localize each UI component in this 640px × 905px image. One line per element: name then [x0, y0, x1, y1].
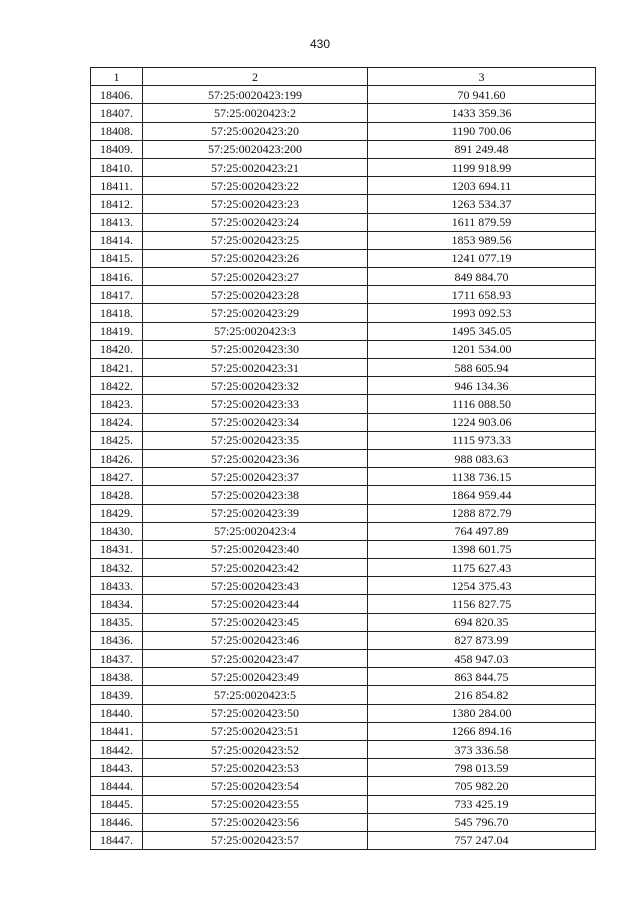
row-number-cell: 18441. [91, 722, 143, 740]
row-number-cell: 18407. [91, 104, 143, 122]
cadastral-number-cell: 57:25:0020423:53 [143, 759, 368, 777]
value-cell: 1266 894.16 [368, 722, 596, 740]
table-row [91, 813, 596, 831]
page-number: 430 [309, 37, 331, 51]
cadastral-number-cell: 57:25:0020423:50 [143, 704, 368, 722]
row-number-cell: 18433. [91, 577, 143, 595]
table-row [91, 777, 596, 795]
value-cell: 1254 375.43 [368, 577, 596, 595]
cadastral-number-cell: 57:25:0020423:35 [143, 431, 368, 449]
cadastral-number-cell: 57:25:0020423:4 [143, 522, 368, 540]
table-header [91, 68, 596, 86]
row-number-cell: 18416. [91, 268, 143, 286]
cadastral-number-cell: 57:25:0020423:40 [143, 540, 368, 558]
cadastral-number-cell: 57:25:0020423:34 [143, 413, 368, 431]
table-row [91, 286, 596, 304]
cadastral-number-cell: 57:25:0020423:3 [143, 322, 368, 340]
cadastral-number-cell: 57:25:0020423:43 [143, 577, 368, 595]
value-cell: 1224 903.06 [368, 413, 596, 431]
row-number-cell: 18439. [91, 686, 143, 704]
row-number-cell: 18442. [91, 740, 143, 758]
cadastral-number-cell: 57:25:0020423:37 [143, 468, 368, 486]
value-cell: 1853 989.56 [368, 231, 596, 249]
row-number-cell: 18424. [91, 413, 143, 431]
table-row [91, 431, 596, 449]
value-cell: 1993 092.53 [368, 304, 596, 322]
value-cell: 694 820.35 [368, 613, 596, 631]
table-row [91, 759, 596, 777]
cadastral-number-cell: 57:25:0020423:23 [143, 195, 368, 213]
table-row [91, 86, 596, 104]
value-cell: 946 134.36 [368, 377, 596, 395]
row-number-cell: 18423. [91, 395, 143, 413]
cadastral-number-cell: 57:25:0020423:25 [143, 231, 368, 249]
row-number-cell: 18443. [91, 759, 143, 777]
value-cell: 1156 827.75 [368, 595, 596, 613]
row-number-cell: 18428. [91, 486, 143, 504]
value-cell: 988 083.63 [368, 449, 596, 467]
row-number-cell: 18422. [91, 377, 143, 395]
cadastral-number-cell: 57:25:0020423:54 [143, 777, 368, 795]
value-cell: 705 982.20 [368, 777, 596, 795]
table-row [91, 595, 596, 613]
table-row [91, 195, 596, 213]
row-number-cell: 18432. [91, 559, 143, 577]
row-number-cell: 18421. [91, 359, 143, 377]
cadastral-number-cell: 57:25:0020423:52 [143, 740, 368, 758]
row-number-cell: 18418. [91, 304, 143, 322]
table-row [91, 668, 596, 686]
value-cell: 216 854.82 [368, 686, 596, 704]
value-cell: 1380 284.00 [368, 704, 596, 722]
row-number-cell: 18431. [91, 540, 143, 558]
cadastral-number-cell: 57:25:0020423:30 [143, 340, 368, 358]
value-cell: 1433 359.36 [368, 104, 596, 122]
value-cell: 827 873.99 [368, 631, 596, 649]
table-row [91, 577, 596, 595]
row-number-cell: 18408. [91, 122, 143, 140]
cadastral-number-cell: 57:25:0020423:47 [143, 650, 368, 668]
cadastral-number-cell: 57:25:0020423:28 [143, 286, 368, 304]
cadastral-number-cell: 57:25:0020423:5 [143, 686, 368, 704]
table-row [91, 704, 596, 722]
row-number-cell: 18436. [91, 631, 143, 649]
cadastral-number-cell: 57:25:0020423:22 [143, 177, 368, 195]
row-number-cell: 18434. [91, 595, 143, 613]
table-row [91, 395, 596, 413]
row-number-cell: 18410. [91, 158, 143, 176]
table-row [91, 613, 596, 631]
row-number-cell: 18440. [91, 704, 143, 722]
value-cell: 891 249.48 [368, 140, 596, 158]
cadastral-number-cell: 57:25:0020423:49 [143, 668, 368, 686]
cadastral-number-cell: 57:25:0020423:36 [143, 449, 368, 467]
row-number-cell: 18446. [91, 813, 143, 831]
table-row [91, 213, 596, 231]
cadastral-number-cell: 57:25:0020423:51 [143, 722, 368, 740]
value-cell: 1203 694.11 [368, 177, 596, 195]
table-row [91, 340, 596, 358]
value-cell: 1864 959.44 [368, 486, 596, 504]
cadastral-number-cell: 57:25:0020423:32 [143, 377, 368, 395]
row-number-cell: 18409. [91, 140, 143, 158]
row-number-cell: 18435. [91, 613, 143, 631]
table-row [91, 413, 596, 431]
value-cell: 1288 872.79 [368, 504, 596, 522]
row-number-cell: 18414. [91, 231, 143, 249]
table-row [91, 449, 596, 467]
table-row [91, 740, 596, 758]
cadastral-number-cell: 57:25:0020423:2 [143, 104, 368, 122]
cadastral-number-cell: 57:25:0020423:21 [143, 158, 368, 176]
cadastral-number-cell: 57:25:0020423:200 [143, 140, 368, 158]
table-row [91, 359, 596, 377]
value-cell: 1611 879.59 [368, 213, 596, 231]
row-number-cell: 18427. [91, 468, 143, 486]
value-cell: 545 796.70 [368, 813, 596, 831]
row-number-cell: 18429. [91, 504, 143, 522]
value-cell: 1711 658.93 [368, 286, 596, 304]
table-row [91, 158, 596, 176]
value-cell: 1115 973.33 [368, 431, 596, 449]
value-cell: 757 247.04 [368, 831, 596, 849]
value-cell: 373 336.58 [368, 740, 596, 758]
table-row [91, 140, 596, 158]
row-number-cell: 18447. [91, 831, 143, 849]
table-row [91, 631, 596, 649]
value-cell: 1116 088.50 [368, 395, 596, 413]
table-row [91, 540, 596, 558]
cadastral-value-table [90, 67, 596, 850]
table-row [91, 486, 596, 504]
table-row [91, 795, 596, 813]
row-number-cell: 18444. [91, 777, 143, 795]
table-row [91, 831, 596, 849]
value-cell: 849 884.70 [368, 268, 596, 286]
cadastral-number-cell: 57:25:0020423:20 [143, 122, 368, 140]
value-cell: 1241 077.19 [368, 249, 596, 267]
row-number-cell: 18415. [91, 249, 143, 267]
cadastral-number-cell: 57:25:0020423:27 [143, 268, 368, 286]
cadastral-number-cell: 57:25:0020423:24 [143, 213, 368, 231]
value-cell: 863 844.75 [368, 668, 596, 686]
cadastral-number-cell: 57:25:0020423:42 [143, 559, 368, 577]
row-number-cell: 18411. [91, 177, 143, 195]
value-cell: 798 013.59 [368, 759, 596, 777]
value-cell: 1199 918.99 [368, 158, 596, 176]
row-number-cell: 18420. [91, 340, 143, 358]
cadastral-number-cell: 57:25:0020423:44 [143, 595, 368, 613]
cadastral-number-cell: 57:25:0020423:31 [143, 359, 368, 377]
value-cell: 588 605.94 [368, 359, 596, 377]
table-row [91, 122, 596, 140]
cadastral-number-cell: 57:25:0020423:57 [143, 831, 368, 849]
table-row [91, 249, 596, 267]
value-cell: 1398 601.75 [368, 540, 596, 558]
table-row [91, 522, 596, 540]
row-number-cell: 18425. [91, 431, 143, 449]
value-cell: 1138 736.15 [368, 468, 596, 486]
row-number-cell: 18413. [91, 213, 143, 231]
value-cell: 458 947.03 [368, 650, 596, 668]
row-number-cell: 18406. [91, 86, 143, 104]
row-number-cell: 18438. [91, 668, 143, 686]
cadastral-number-cell: 57:25:0020423:45 [143, 613, 368, 631]
column-header-3: 3 [368, 68, 596, 86]
cadastral-number-cell: 57:25:0020423:33 [143, 395, 368, 413]
value-cell: 1190 700.06 [368, 122, 596, 140]
table-row [91, 268, 596, 286]
cadastral-number-cell: 57:25:0020423:46 [143, 631, 368, 649]
value-cell: 733 425.19 [368, 795, 596, 813]
table-row [91, 559, 596, 577]
column-header-1: 1 [91, 68, 143, 86]
cadastral-number-cell: 57:25:0020423:56 [143, 813, 368, 831]
value-cell: 764 497.89 [368, 522, 596, 540]
cadastral-number-cell: 57:25:0020423:38 [143, 486, 368, 504]
table-row [91, 686, 596, 704]
value-cell: 1495 345.05 [368, 322, 596, 340]
table-row [91, 650, 596, 668]
table-row [91, 504, 596, 522]
row-number-cell: 18430. [91, 522, 143, 540]
cadastral-number-cell: 57:25:0020423:39 [143, 504, 368, 522]
value-cell: 1175 627.43 [368, 559, 596, 577]
row-number-cell: 18412. [91, 195, 143, 213]
table-row [91, 322, 596, 340]
table-row [91, 104, 596, 122]
table-row [91, 377, 596, 395]
table-body [91, 86, 596, 850]
table-row [91, 722, 596, 740]
row-number-cell: 18426. [91, 449, 143, 467]
table-row [91, 304, 596, 322]
row-number-cell: 18437. [91, 650, 143, 668]
cadastral-number-cell: 57:25:0020423:199 [143, 86, 368, 104]
header-row [91, 68, 596, 86]
table-row [91, 231, 596, 249]
column-header-2: 2 [143, 68, 368, 86]
cadastral-number-cell: 57:25:0020423:26 [143, 249, 368, 267]
row-number-cell: 18419. [91, 322, 143, 340]
value-cell: 1201 534.00 [368, 340, 596, 358]
row-number-cell: 18417. [91, 286, 143, 304]
table-row [91, 468, 596, 486]
value-cell: 70 941.60 [368, 86, 596, 104]
value-cell: 1263 534.37 [368, 195, 596, 213]
row-number-cell: 18445. [91, 795, 143, 813]
cadastral-number-cell: 57:25:0020423:29 [143, 304, 368, 322]
table-row [91, 177, 596, 195]
cadastral-number-cell: 57:25:0020423:55 [143, 795, 368, 813]
